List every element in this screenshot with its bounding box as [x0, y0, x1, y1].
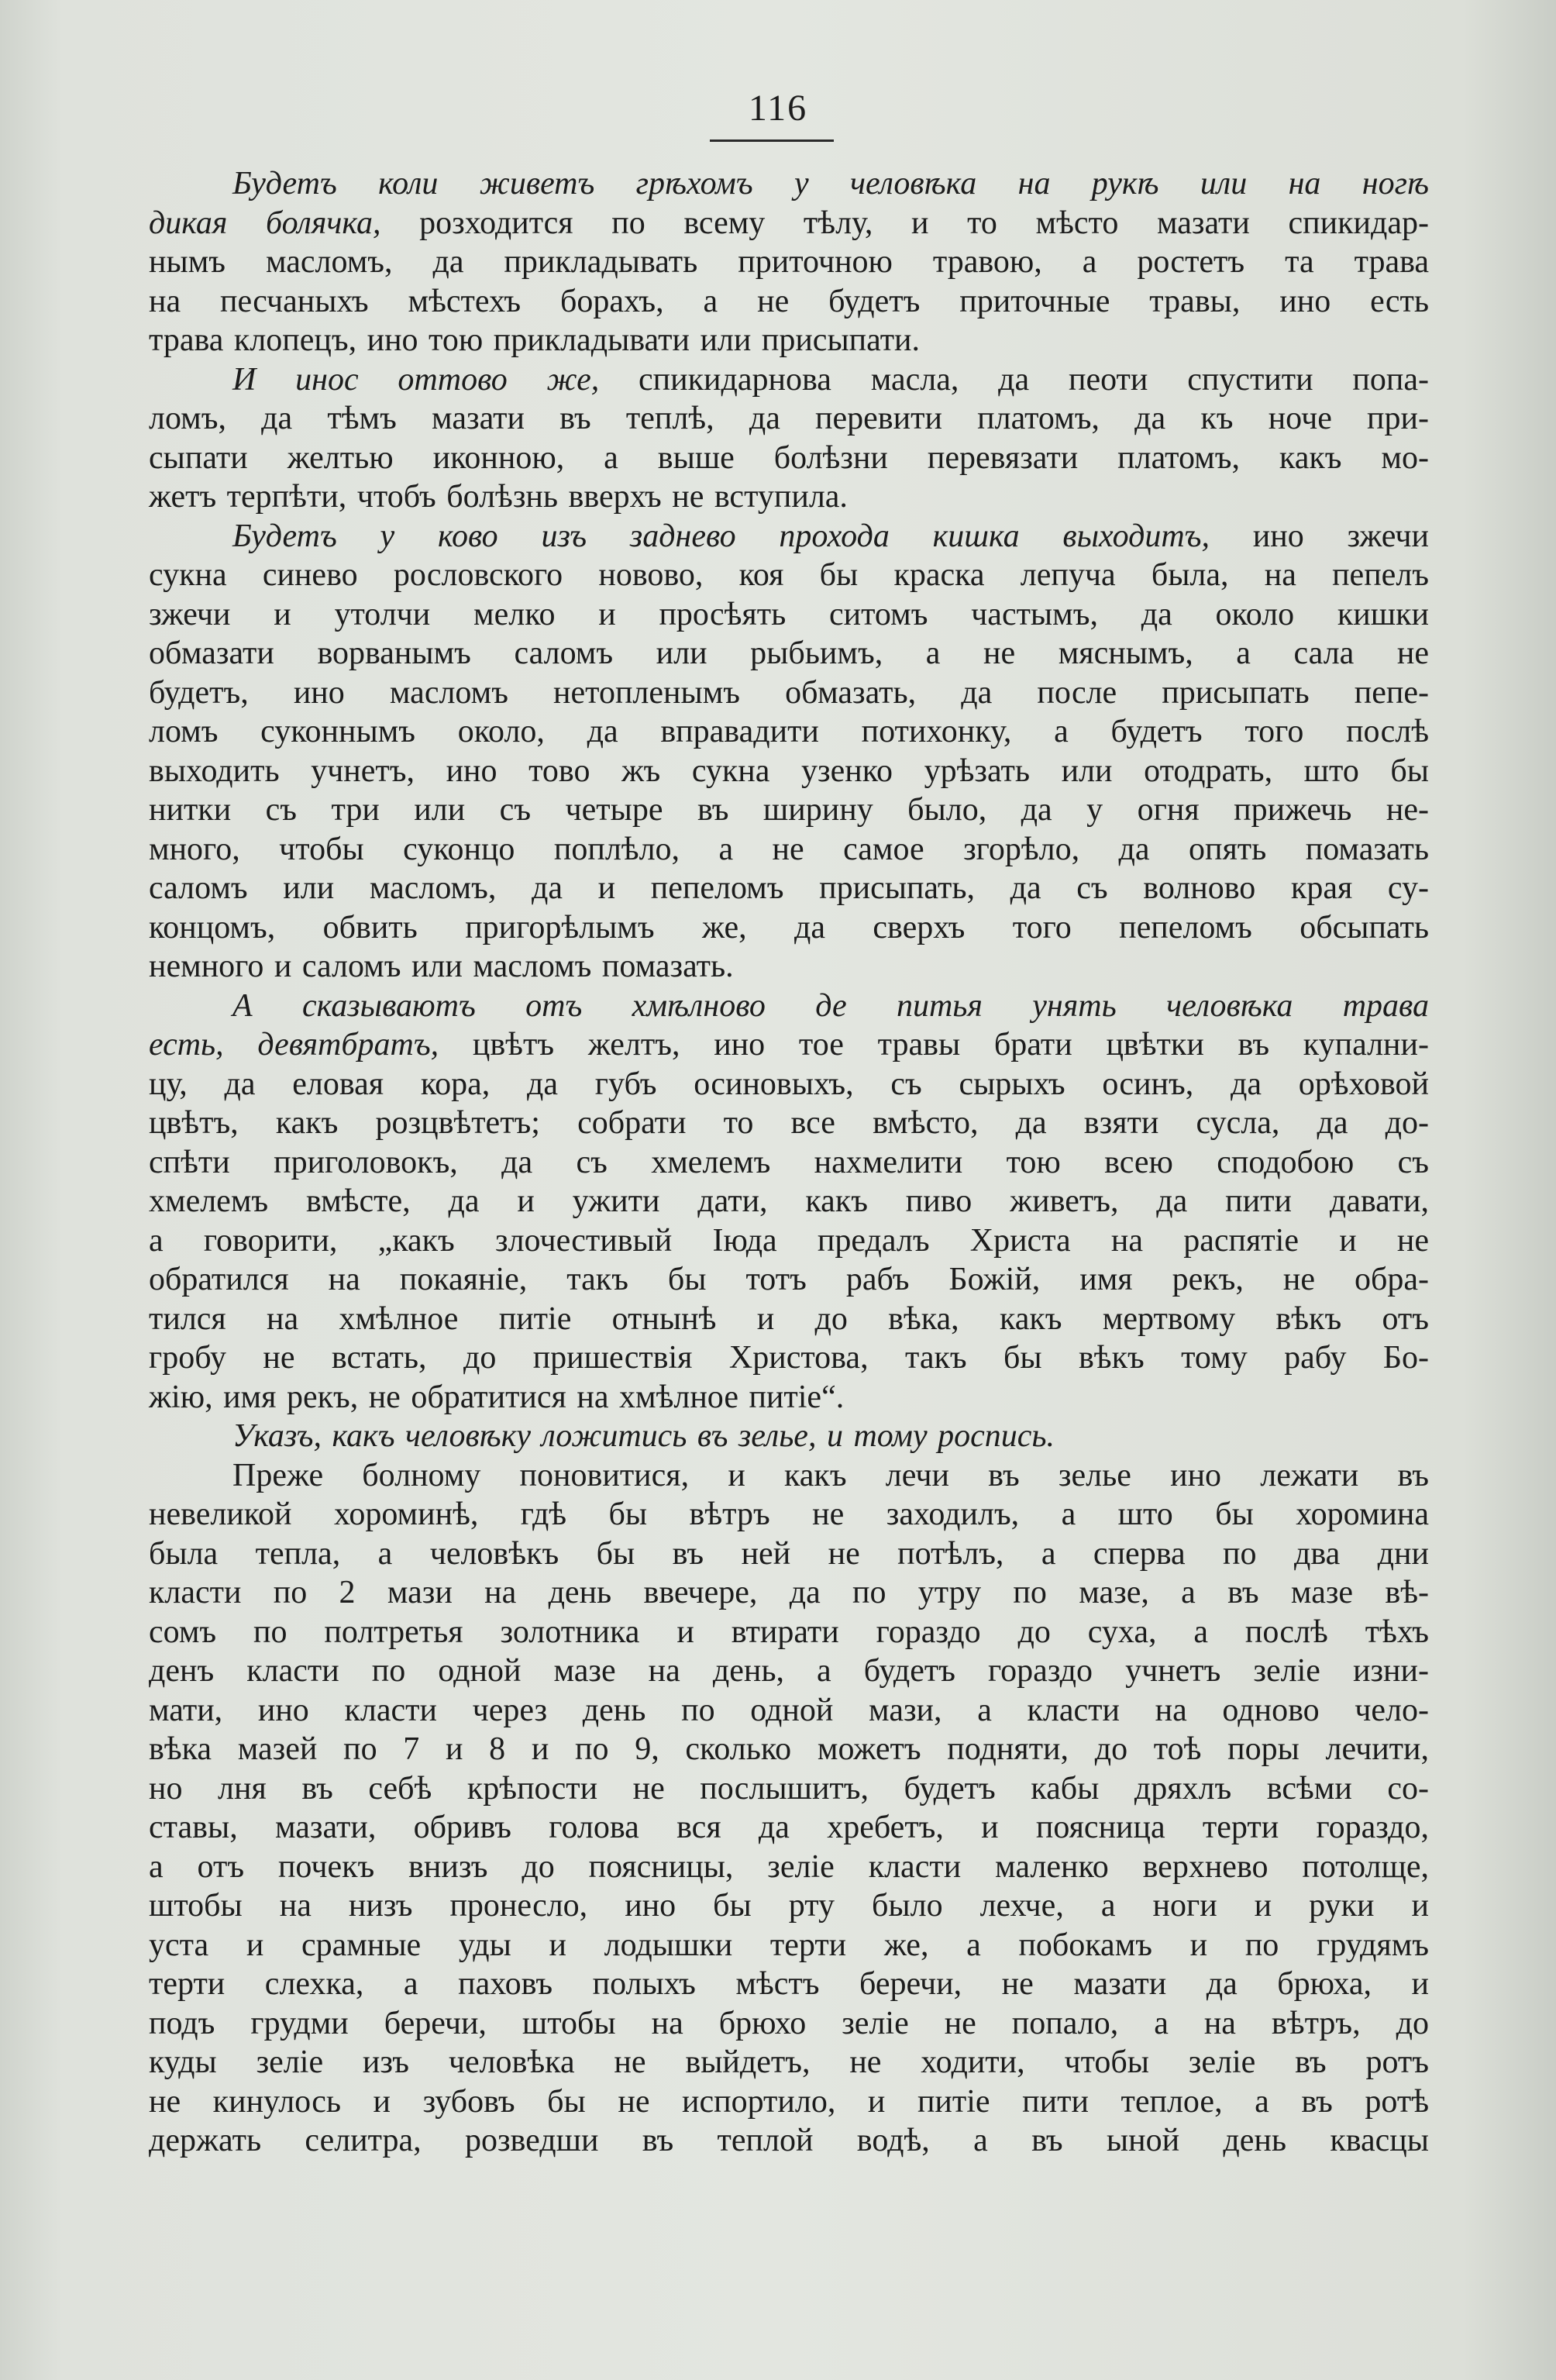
line-text: подъ грудми беречи, штобы на брюхо зеліе не попало, а на вѣтръ, до	[149, 2005, 1429, 2041]
text-line	[149, 1456, 1429, 1496]
text-line	[149, 1808, 1429, 1848]
line-text: мати, ино класти через день по одной мази, а класти на одново чело-	[149, 1692, 1429, 1728]
text-line	[149, 2004, 1429, 2044]
page-number: 116	[748, 88, 808, 129]
line-text: концомъ, обвить пригорѣлымъ же, да сверхъ того пепеломъ обсыпать	[149, 909, 1429, 945]
line-text: терти слехка, а паховъ полыхъ мѣстъ беречи, не мазати да брюха, и	[149, 1966, 1429, 2002]
text-line	[149, 517, 1429, 556]
text-line	[149, 1143, 1429, 1183]
line-text: сукна синево рословского новово, коя бы краска лепуча была, на пепелъ	[149, 557, 1429, 593]
line-text: спикидарнова масла, да пеоти спустити попа-	[599, 361, 1429, 398]
line-text: а говорити, „какъ злочестивый Іюда предалъ Христа на распятіе и не	[149, 1222, 1429, 1259]
text-line	[149, 2121, 1429, 2161]
header-rule	[710, 139, 834, 142]
line-text: цвѣтъ, какъ розцвѣтетъ; собрати то все вмѣсто, да взяти сусла, да до-	[149, 1105, 1429, 1141]
line-text: на песчаныхъ мѣстехъ борахъ, а не будетъ приточные травы, ино есть	[149, 283, 1429, 319]
line-text: Преже болному поновитися, и какъ лечи въ зелье ино лежати въ	[232, 1457, 1429, 1493]
text-line	[149, 1573, 1429, 1613]
line-text: а отъ почекъ внизъ до поясницы, зеліе класти маленко верхнево потолще,	[149, 1848, 1429, 1885]
line-text: невеликой хороминѣ, гдѣ бы вѣтръ не заходилъ, а што бы хоромина	[149, 1497, 1429, 1532]
line-text: ино зжечи	[1209, 518, 1429, 554]
line-text: класти по 2 мази на день ввечере, да по утру по мазе, а въ мазе вѣ-	[149, 1575, 1429, 1610]
text-line	[149, 1886, 1429, 1926]
italic-heading-text: есть, девятбратъ,	[149, 1027, 439, 1063]
text-line	[149, 947, 1429, 987]
text-line	[149, 164, 1429, 204]
text-line	[149, 1848, 1429, 1887]
body-text	[149, 164, 1429, 2161]
text-line	[149, 752, 1429, 791]
text-line	[149, 2082, 1429, 2122]
text-line	[149, 556, 1429, 595]
text-line	[149, 360, 1429, 400]
text-line	[149, 1769, 1429, 1809]
line-text: уста и срамные уды и лодышки терти же, а побокамъ и по грудямъ	[149, 1927, 1429, 1963]
text-line	[149, 908, 1429, 948]
line-text: денъ класти по одной мазе на день, а будетъ гораздо учнетъ зеліе изни-	[149, 1653, 1429, 1689]
text-line	[149, 1104, 1429, 1143]
line-text: саломъ или масломъ, да и пепеломъ присыпать, да съ волново края су-	[149, 870, 1429, 906]
text-line	[149, 1691, 1429, 1731]
text-line	[149, 477, 1429, 517]
text-line	[149, 1730, 1429, 1769]
italic-heading-text: Указъ, какъ человѣку ложитись въ зелье, и тому роспись.	[232, 1418, 1055, 1454]
text-line	[149, 869, 1429, 908]
line-text: держать селитра, розведши въ теплой водѣ, а въ ыной день квасцы	[149, 2123, 1429, 2158]
text-line	[149, 204, 1429, 243]
line-text: сыпати желтью иконною, а выше болѣзни перевязати платомъ, какъ мо-	[149, 439, 1429, 476]
line-text: ломъ суконнымъ около, да вправадити потихонку, а будетъ того послѣ	[149, 714, 1429, 749]
text-line	[149, 282, 1429, 322]
text-line	[149, 321, 1429, 360]
text-line	[149, 1182, 1429, 1221]
text-line	[149, 1926, 1429, 1965]
text-line	[149, 1417, 1429, 1456]
text-line	[149, 1338, 1429, 1378]
line-text: тился на хмѣлное питіе отнынѣ и до вѣка, какъ мертвому вѣкъ отъ	[149, 1300, 1429, 1337]
line-text: ставы, мазати, обривъ голова вся да хребетъ, и поясница терти гораздо,	[149, 1810, 1429, 1845]
text-line	[149, 673, 1429, 713]
line-text: нитки съ три или съ четыре въ ширину было, да у огня прижечь не-	[149, 792, 1429, 828]
text-line	[149, 399, 1429, 439]
text-line	[149, 2043, 1429, 2082]
line-text: не кинулось и зубовъ бы не испортило, и питіе пити теплое, а въ ротѣ	[149, 2083, 1429, 2120]
text-line	[149, 1065, 1429, 1104]
italic-heading-text: И инос оттово же,	[232, 361, 600, 398]
line-text: обмазати ворванымъ саломъ или рыбьимъ, а не мяснымъ, а сала не	[149, 635, 1429, 671]
line-text: жію, имя рекъ, не обратитися на хмѣлное питіе“.	[149, 1379, 845, 1415]
line-text: розходится по всему тѣлу, и то мѣсто мазати спикидар-	[380, 205, 1429, 241]
text-line	[149, 1965, 1429, 2004]
line-text: будетъ, ино масломъ нетопленымъ обмазать, да после присыпать пепе-	[149, 674, 1429, 711]
line-text: выходить учнетъ, ино тово жъ сукна узенко урѣзать или отодрать, што бы	[149, 753, 1429, 789]
line-text: много, чтобы суконцо поплѣло, а не самое згорѣло, да опять помазать	[149, 831, 1429, 867]
text-line	[149, 987, 1429, 1026]
italic-heading-text: Будетъ у ково изъ заднево прохода кишка выходитъ,	[232, 518, 1210, 554]
line-text: немного и саломъ или масломъ помазать.	[149, 949, 734, 984]
line-text: штобы на низъ пронесло, ино бы рту было лехче, а ноги и руки и	[149, 1888, 1429, 1924]
text-line	[149, 1221, 1429, 1261]
line-text: вѣка мазей по 7 и 8 и по 9, сколько можетъ подняти, до тоѣ поры лечити,	[149, 1731, 1429, 1767]
line-text: обратился на покаяніе, такъ бы тотъ рабъ Божій, имя рекъ, не обра-	[149, 1262, 1429, 1297]
text-line	[149, 1378, 1429, 1417]
text-line	[149, 243, 1429, 282]
text-line	[149, 1613, 1429, 1652]
text-line	[149, 1534, 1429, 1574]
line-text: нымъ масломъ, да прикладывать приточною травою, а ростетъ та трава	[149, 244, 1429, 280]
italic-heading-text: Будетъ коли живетъ грѣхомъ у человѣка на рукѣ или на ногѣ	[232, 166, 1429, 201]
line-text: куды зеліе изъ человѣка не выйдетъ, не ходити, чтобы зеліе въ ротъ	[149, 2044, 1429, 2080]
text-line	[149, 1300, 1429, 1339]
line-text: цу, да еловая кора, да губъ осиновыхъ, съ сырыхъ осинъ, да орѣховой	[149, 1066, 1429, 1102]
line-text: хмелемъ вмѣсте, да и ужити дати, какъ пиво живетъ, да пити давати,	[149, 1183, 1429, 1219]
italic-heading-text: дикая болячка,	[149, 205, 381, 241]
line-text: ломъ, да тѣмъ мазати въ теплѣ, да перевити платомъ, да къ ноче при-	[149, 401, 1429, 436]
line-text: трава клопецъ, ино тою прикладывати или присыпати.	[149, 322, 921, 358]
text-line	[149, 712, 1429, 752]
line-text: сомъ по полтретья золотника и втирати гораздо до суха, а послѣ тѣхъ	[149, 1614, 1429, 1650]
line-text: цвѣтъ желтъ, ино тое травы брати цвѣтки въ купални-	[439, 1027, 1429, 1063]
text-line	[149, 1025, 1429, 1065]
italic-heading-text: А сказываютъ отъ хмѣлново де питья унять человѣка трава	[232, 987, 1429, 1024]
line-text: спѣти приголовокъ, да съ хмелемъ нахмелити тою всею сподобою съ	[149, 1144, 1429, 1180]
line-text: жетъ терпѣти, чтобъ болѣзнь вверхъ не вступила.	[149, 479, 848, 515]
text-line	[149, 1495, 1429, 1534]
line-text: была тепла, а человѣкъ бы въ ней не потѣлъ, а сперва по два дни	[149, 1535, 1429, 1572]
line-text: гробу не встать, до пришествія Христова, такъ бы вѣкъ тому рабу Бо-	[149, 1340, 1429, 1376]
line-text: но лня въ себѣ крѣпости не послышитъ, будетъ кабы дряхлъ всѣми со-	[149, 1770, 1429, 1807]
text-line	[149, 790, 1429, 830]
line-text: зжечи и утолчи мелко и просѣять ситомъ частымъ, да около кишки	[149, 596, 1429, 632]
text-line	[149, 830, 1429, 870]
text-line	[149, 1260, 1429, 1300]
text-line	[149, 439, 1429, 478]
text-line	[149, 1652, 1429, 1691]
text-line	[149, 595, 1429, 635]
text-line	[149, 634, 1429, 673]
